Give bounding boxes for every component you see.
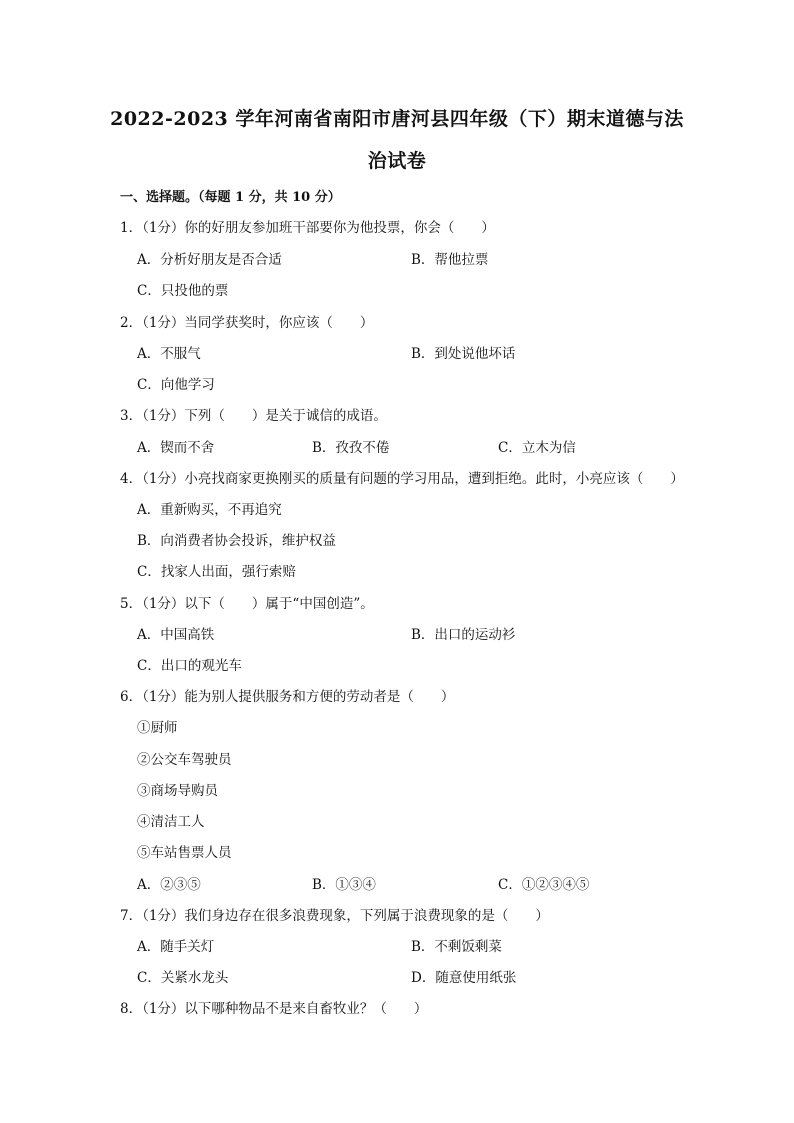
question-5-option-a[interactable]: A．中国高铁 (137, 627, 215, 643)
question-7-option-b[interactable]: B．不剩饭剩菜 (411, 939, 502, 955)
question-5-option-b[interactable]: B．出口的运动衫 (411, 627, 516, 643)
question-4-option-c[interactable]: C．找家人出面，强行索赔 (137, 564, 296, 580)
question-4-stem: 4．（1分）小亮找商家更换刚买的质量有问题的学习用品，遭到拒绝。此时，小亮应该（ ） (120, 471, 684, 487)
question-8-stem: 8．（1分）以下哪种物品不是来自畜牧业？（ ） (120, 1001, 428, 1017)
question-3-option-a[interactable]: A．锲而不舍 (137, 440, 215, 456)
question-7-option-d[interactable]: D．随意使用纸张 (411, 970, 517, 986)
question-2-option-a[interactable]: A．不服气 (137, 346, 201, 362)
question-2-option-c[interactable]: C．向他学习 (137, 377, 215, 393)
question-3-option-b[interactable]: B．孜孜不倦 (312, 440, 390, 456)
question-7-option-c[interactable]: C．关紧水龙头 (137, 970, 229, 986)
section-heading: 一、选择题。（每题 1 分，共 10 分） (120, 190, 341, 205)
page-title-line-2: 治试卷 (367, 150, 427, 172)
question-6-option-a[interactable]: A．②③⑤ (137, 877, 201, 893)
question-6-item-4: ④清洁工人 (137, 814, 205, 830)
page-title-line-1: 2022-2023 学年河南省南阳市唐河县四年级（下）期末道德与法 (110, 108, 684, 130)
question-6-item-1: ①厨师 (137, 720, 178, 736)
question-6-item-5: ⑤车站售票人员 (137, 845, 232, 861)
question-2-stem: 2．（1分）当同学获奖时，你应该（ ） (120, 315, 374, 331)
question-3-option-c[interactable]: C．立木为信 (498, 440, 576, 456)
question-5-option-c[interactable]: C．出口的观光车 (137, 658, 242, 674)
question-4-option-a[interactable]: A．重新购买，不再追究 (137, 502, 282, 518)
question-5-stem: 5．（1分）以下（ ）属于“中国创造”。 (120, 596, 374, 612)
question-7-stem: 7．（1分）我们身边存在很多浪费现象，下列属于浪费现象的是（ ） (120, 908, 549, 924)
question-1-option-a[interactable]: A．分析好朋友是否合适 (137, 252, 282, 268)
question-6-option-b[interactable]: B．①③④ (312, 877, 376, 893)
question-2-option-b[interactable]: B．到处说他坏话 (411, 346, 516, 362)
question-1-stem: 1．（1分）你的好朋友参加班干部要你为他投票，你会（ ） (120, 220, 495, 236)
question-7-option-a[interactable]: A．随手关灯 (137, 939, 215, 955)
question-4-option-b[interactable]: B．向消费者协会投诉，维护权益 (137, 533, 336, 549)
question-1-option-b[interactable]: B．帮他拉票 (411, 252, 489, 268)
question-6-item-2: ②公交车驾驶员 (137, 752, 232, 768)
question-6-item-3: ③商场导购员 (137, 783, 218, 799)
question-3-stem: 3．（1分）下列（ ）是关于诚信的成语。 (120, 408, 387, 424)
question-1-option-c[interactable]: C．只投他的票 (137, 283, 229, 299)
question-6-option-c[interactable]: C．①②③④⑤ (498, 877, 590, 893)
question-6-stem: 6．（1分）能为别人提供服务和方便的劳动者是（ ） (120, 689, 455, 705)
